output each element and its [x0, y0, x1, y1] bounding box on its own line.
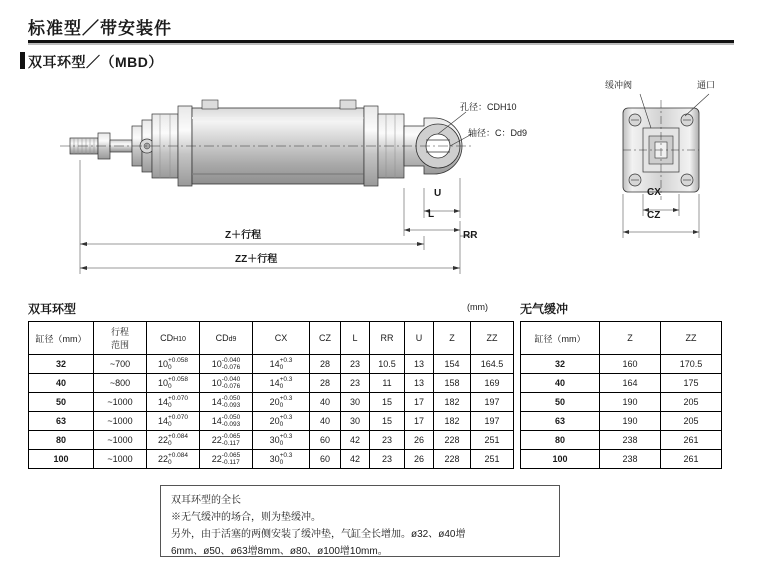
- cell-z-2: 190: [600, 393, 661, 412]
- cylinder-drawing: [20, 78, 528, 283]
- cell-zz-2: 261: [661, 431, 722, 450]
- cell-cdd9: 10 -0.040 -0.076: [200, 374, 253, 393]
- table-row: [29, 374, 514, 393]
- col-z: Z: [434, 322, 471, 355]
- page-title: 标准型／带安装件: [28, 19, 172, 38]
- cell-zz: 169: [471, 374, 514, 393]
- col-cdh10: CDH10: [147, 322, 200, 355]
- side-table-row: [521, 393, 722, 412]
- side-table-header-row: [521, 322, 722, 355]
- table-row: [29, 431, 514, 450]
- cell-cdh10: 22 +0.084 0: [147, 431, 200, 450]
- cell-rr: 15: [370, 412, 405, 431]
- col-z-2: Z: [600, 322, 661, 355]
- cell-u: 13: [405, 374, 434, 393]
- cell-stroke: ~1000: [94, 431, 147, 450]
- cell-cdh10: 14 +0.070 0: [147, 412, 200, 431]
- cell-cdd9: 14 -0.050 -0.093: [200, 393, 253, 412]
- cell-bore-2: 100: [521, 450, 600, 469]
- side-table-row: [521, 412, 722, 431]
- note-line-1: 双耳环型的全长: [171, 495, 241, 506]
- cell-stroke: ~1000: [94, 412, 147, 431]
- side-table-title: 无气缓冲: [520, 302, 569, 316]
- cell-z-2: 238: [600, 450, 661, 469]
- cell-cx: 20 +0.3 0: [253, 412, 310, 431]
- col-l: L: [341, 322, 370, 355]
- side-table-body: [521, 355, 722, 469]
- side-table-row: [521, 355, 722, 374]
- table-row: [29, 393, 514, 412]
- note-line-3: 另外，由于活塞的两侧安装了缓冲垫，气缸全长增加。ø32、ø40增: [171, 529, 466, 540]
- side-table-row: [521, 431, 722, 450]
- dim-u-label: U: [434, 188, 442, 199]
- cell-z-2: 238: [600, 431, 661, 450]
- cell-stroke: ~1000: [94, 450, 147, 469]
- note-box: [160, 485, 560, 557]
- cell-cdh10: 10 +0.058 0: [147, 374, 200, 393]
- dim-rr-label: RR: [463, 230, 478, 241]
- table-row: [29, 450, 514, 469]
- table-row: [29, 412, 514, 431]
- cell-bore: 63: [29, 412, 94, 431]
- dim-l-label: L: [428, 209, 435, 220]
- note-line-4: 6mm、ø50、ø63增8mm、ø80、ø100增10mm。: [171, 546, 388, 557]
- cell-cz: 28: [310, 374, 341, 393]
- subtitle-marker: [20, 52, 25, 69]
- cell-bore: 100: [29, 450, 94, 469]
- cell-z: 182: [434, 412, 471, 431]
- cell-z: 228: [434, 450, 471, 469]
- side-table-row: [521, 374, 722, 393]
- cell-zz-2: 205: [661, 412, 722, 431]
- cell-rr: 23: [370, 431, 405, 450]
- cell-stroke: ~1000: [94, 393, 147, 412]
- cell-cdd9: 10 -0.040 -0.076: [200, 355, 253, 374]
- cell-zz: 164.5: [471, 355, 514, 374]
- cell-bore-2: 32: [521, 355, 600, 374]
- cell-l: 23: [341, 355, 370, 374]
- cell-bore-2: 80: [521, 431, 600, 450]
- label-port: 通口: [697, 80, 716, 90]
- label-cushion-valve: 缓冲阀: [605, 80, 633, 90]
- dim-z-label: Z＋行程: [225, 230, 262, 241]
- cell-rr: 15: [370, 393, 405, 412]
- col-zz: ZZ: [471, 322, 514, 355]
- col-bore-2: 缸径（mm）: [521, 322, 600, 355]
- cell-zz-2: 205: [661, 393, 722, 412]
- cell-z-2: 164: [600, 374, 661, 393]
- cell-cz: 60: [310, 431, 341, 450]
- title-divider: [28, 40, 734, 43]
- unit-note: (mm): [467, 302, 488, 312]
- cell-l: 42: [341, 431, 370, 450]
- cell-cz: 60: [310, 450, 341, 469]
- cell-l: 30: [341, 393, 370, 412]
- callout-hole-diameter: 孔径：CDH10: [460, 102, 517, 112]
- cell-z: 154: [434, 355, 471, 374]
- side-table-row: [521, 450, 722, 469]
- cell-cdh10: 22 +0.084 0: [147, 450, 200, 469]
- cell-z: 182: [434, 393, 471, 412]
- cell-cx: 30 +0.3 0: [253, 431, 310, 450]
- cell-zz: 197: [471, 412, 514, 431]
- cell-l: 42: [341, 450, 370, 469]
- note-line-2: ※无气缓冲的场合，则为垫缓冲。: [171, 512, 321, 523]
- cell-bore-2: 63: [521, 412, 600, 431]
- cell-cdd9: 22 -0.065 -0.117: [200, 431, 253, 450]
- cell-cdd9: 14 -0.050 -0.093: [200, 412, 253, 431]
- col-stroke: 行程 范围: [94, 322, 147, 355]
- cell-bore: 32: [29, 355, 94, 374]
- cell-cx: 14 +0.3 0: [253, 355, 310, 374]
- cell-cdd9: 22 -0.065 -0.117: [200, 450, 253, 469]
- cell-bore: 50: [29, 393, 94, 412]
- cell-u: 13: [405, 355, 434, 374]
- col-bore: 缸径（mm）: [29, 322, 94, 355]
- dim-cz-label: CZ: [647, 210, 661, 221]
- col-cdd9: CDd9: [200, 322, 253, 355]
- cell-zz: 251: [471, 431, 514, 450]
- main-table-title: 双耳环型: [28, 302, 77, 316]
- cell-cx: 14 +0.3 0: [253, 374, 310, 393]
- cell-cz: 40: [310, 393, 341, 412]
- cell-z-2: 190: [600, 412, 661, 431]
- cell-rr: 10.5: [370, 355, 405, 374]
- cell-zz-2: 170.5: [661, 355, 722, 374]
- table-row: [29, 355, 514, 374]
- cell-z: 228: [434, 431, 471, 450]
- cell-l: 30: [341, 412, 370, 431]
- cell-zz: 251: [471, 450, 514, 469]
- table-body: [29, 355, 514, 469]
- callout-shaft-diameter: 轴径：C：Dd9: [468, 128, 528, 138]
- cell-cdh10: 14 +0.070 0: [147, 393, 200, 412]
- cell-stroke: ~700: [94, 355, 147, 374]
- dimension-table: [28, 321, 514, 469]
- dim-cx-label: CX: [647, 187, 661, 198]
- cell-rr: 23: [370, 450, 405, 469]
- cell-u: 17: [405, 393, 434, 412]
- cell-bore: 80: [29, 431, 94, 450]
- page-subtitle: 双耳环型／（MBD）: [28, 54, 163, 70]
- cell-cx: 20 +0.3 0: [253, 393, 310, 412]
- end-view-drawing: [585, 70, 755, 270]
- table-header-row: [29, 322, 514, 355]
- cell-bore: 40: [29, 374, 94, 393]
- cell-z-2: 160: [600, 355, 661, 374]
- cell-cx: 30 +0.3 0: [253, 450, 310, 469]
- col-cz: CZ: [310, 322, 341, 355]
- cell-z: 158: [434, 374, 471, 393]
- cell-cz: 40: [310, 412, 341, 431]
- cell-cdh10: 10 +0.058 0: [147, 355, 200, 374]
- col-cx: CX: [253, 322, 310, 355]
- cell-u: 26: [405, 431, 434, 450]
- cell-rr: 11: [370, 374, 405, 393]
- main-table-block: [28, 300, 514, 469]
- no-cushion-table: [520, 321, 722, 469]
- cell-stroke: ~800: [94, 374, 147, 393]
- cell-cz: 28: [310, 355, 341, 374]
- col-zz-2: ZZ: [661, 322, 722, 355]
- cell-bore-2: 40: [521, 374, 600, 393]
- cell-bore-2: 50: [521, 393, 600, 412]
- cell-l: 23: [341, 374, 370, 393]
- col-u: U: [405, 322, 434, 355]
- cell-zz: 197: [471, 393, 514, 412]
- dim-zz-label: ZZ＋行程: [235, 254, 278, 265]
- cell-zz-2: 261: [661, 450, 722, 469]
- cell-u: 17: [405, 412, 434, 431]
- cell-zz-2: 175: [661, 374, 722, 393]
- side-table-block: [520, 300, 722, 469]
- col-rr: RR: [370, 322, 405, 355]
- cell-u: 26: [405, 450, 434, 469]
